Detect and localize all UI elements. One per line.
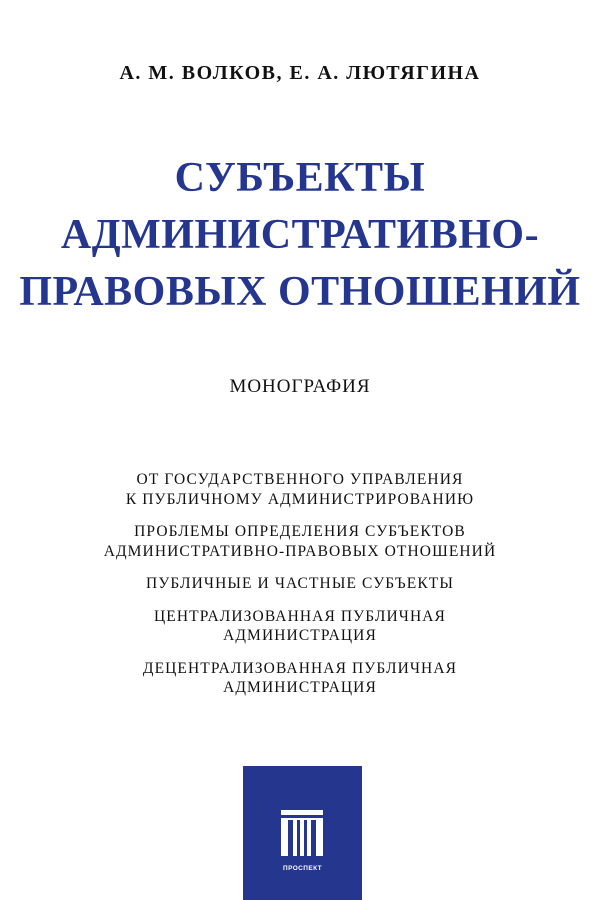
book-title-line-3: ПРАВОВЫХ ОТНОШЕНИЙ	[19, 269, 581, 315]
topic-line: АДМИНИСТРАЦИЯ	[223, 627, 377, 644]
topic-item	[0, 470, 600, 509]
topic-line: АДМИНИСТРАТИВНО-ПРАВОВЫХ ОТНОШЕНИЙ	[103, 542, 497, 560]
book-title-line-2: АДМИНИСТРАТИВНО-	[60, 212, 540, 258]
authors: А. М. ВОЛКОВ, Е. А. ЛЮТЯГИНА	[119, 62, 481, 84]
topic-item	[0, 607, 600, 646]
book-title-line-1: СУБЪЕКТЫ	[174, 155, 426, 201]
topic-item	[0, 659, 600, 698]
publisher-name: ПРОСПЕКТ	[283, 865, 322, 872]
genre-label: МОНОГРАФИЯ	[229, 376, 371, 397]
topic-line: ОТ ГОСУДАРСТВЕННОГО УПРАВЛЕНИЯ	[136, 471, 464, 488]
publisher-logo-block	[243, 766, 362, 900]
topic-line: АДМИНИСТРАЦИЯ	[223, 679, 377, 696]
topic-line: ПРОБЛЕМЫ ОПРЕДЕЛЕНИЯ СУБЪЕКТОВ	[134, 523, 466, 540]
topics-list	[0, 470, 600, 711]
topic-line: ЦЕНТРАЛИЗОВАННАЯ ПУБЛИЧНАЯ	[154, 607, 446, 625]
topic-item	[0, 574, 600, 594]
topic-item	[0, 522, 600, 561]
book-title	[0, 150, 600, 321]
topic-line: ДЕЦЕНТРАЛИЗОВАННАЯ ПУБЛИЧНАЯ	[142, 659, 458, 677]
topic-line: К ПУБЛИЧНОМУ АДМИНИСТРИРОВАНИЮ	[125, 490, 475, 508]
building-arch-icon	[277, 808, 327, 858]
topic-line: ПУБЛИЧНЫЕ И ЧАСТНЫЕ СУБЪЕКТЫ	[146, 575, 454, 592]
